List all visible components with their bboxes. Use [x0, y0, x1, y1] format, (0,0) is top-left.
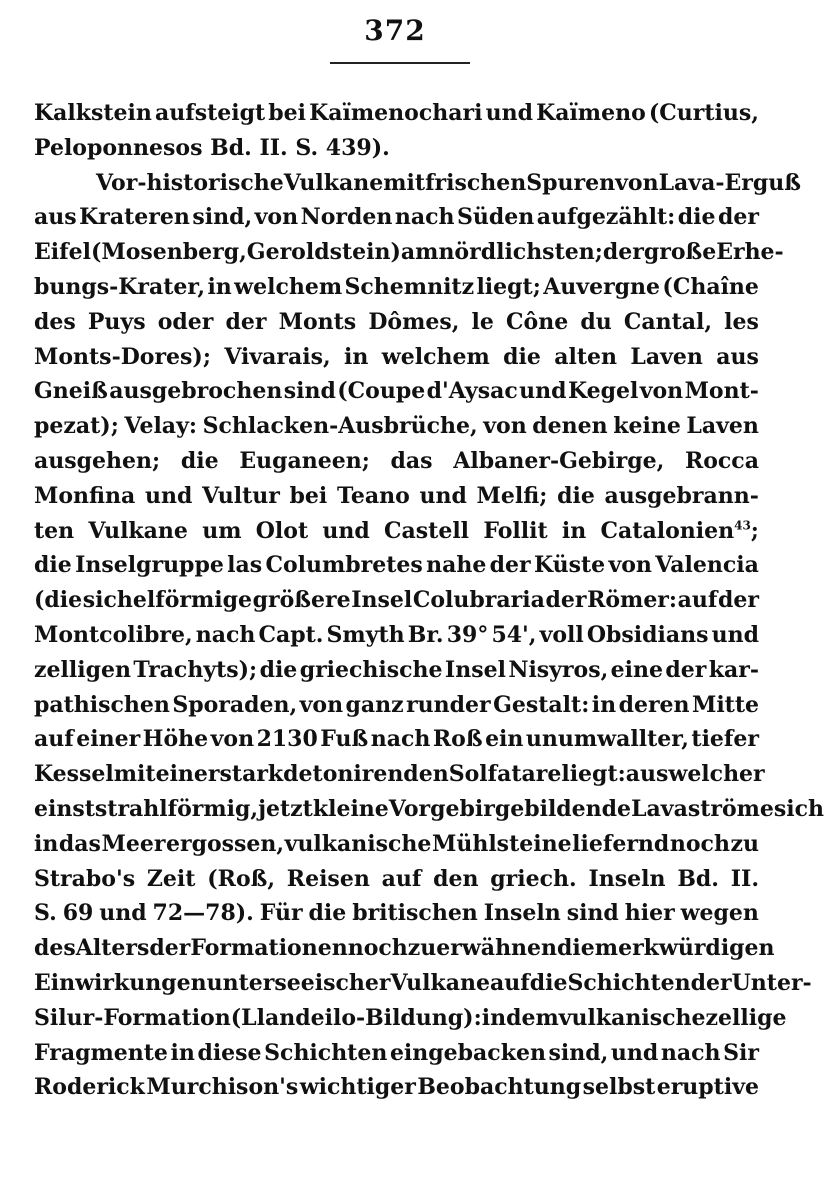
word: Columbretes — [265, 552, 423, 579]
word: Kaïmeno — [536, 100, 646, 126]
word: Inseln — [483, 900, 561, 927]
text-line — [34, 896, 759, 931]
word: Erhe- — [716, 239, 784, 266]
word: stark — [219, 761, 284, 788]
word: Bd. — [677, 865, 719, 892]
word: Schichten — [264, 1039, 388, 1066]
word: auf — [489, 969, 530, 996]
word: die — [503, 343, 541, 370]
word: Lavaströme — [631, 795, 774, 822]
word: und — [485, 100, 533, 126]
word: (Mosenberg, — [90, 239, 247, 266]
word: nach — [394, 204, 455, 231]
word: von — [639, 378, 684, 405]
word: Höhe — [142, 726, 209, 753]
word: hier — [624, 900, 675, 927]
word: Murchison's — [146, 1074, 299, 1101]
word: Kegel — [567, 378, 639, 405]
word: Olot — [255, 517, 309, 544]
word: S. — [295, 134, 326, 161]
word: merkwürdigen — [594, 935, 775, 962]
word: Gneiß — [34, 378, 108, 405]
text-line — [34, 444, 759, 479]
word: Vulkane — [88, 517, 188, 544]
word: runder — [406, 691, 491, 718]
word: der — [717, 204, 759, 231]
word: du — [580, 308, 612, 335]
word: Montcolibre, — [34, 621, 193, 648]
word: Smyth — [326, 621, 405, 648]
word: (Llandeilo-Bildung): — [230, 1004, 482, 1031]
word: detonirenden — [283, 761, 449, 788]
word: den — [433, 865, 479, 892]
word: Schlacken-Ausbrüche, — [202, 413, 478, 440]
word: und — [144, 482, 193, 509]
word: Castell — [384, 517, 470, 544]
word: bungs-Krater, — [34, 273, 206, 300]
word: nach — [370, 726, 431, 753]
word: Monts-Dores); — [34, 343, 211, 370]
word: die — [259, 656, 298, 683]
word: Vor-historische — [96, 169, 284, 196]
word: zelligen — [34, 656, 131, 683]
word: nach — [195, 621, 256, 648]
word: von — [608, 552, 652, 579]
word: Lava-Erguß — [658, 169, 801, 196]
word: von — [299, 691, 344, 718]
word: der — [489, 552, 531, 579]
word: in — [170, 1039, 195, 1066]
word: die — [308, 900, 347, 927]
word: mit — [113, 761, 156, 788]
word: der — [665, 656, 707, 683]
word: Kalkstein — [34, 100, 152, 126]
text-line — [34, 96, 759, 131]
word: pezat); — [34, 413, 119, 440]
word: Schichten — [567, 969, 691, 996]
word: Puys — [87, 308, 146, 335]
word: Vorgebirge — [388, 795, 525, 822]
word: Laven — [686, 413, 759, 440]
word: die — [529, 969, 568, 996]
word: voll — [539, 621, 584, 648]
word: der — [545, 587, 587, 614]
word: wichtiger — [299, 1074, 416, 1101]
word: 39° — [446, 621, 489, 648]
word: Inselgruppe — [75, 552, 224, 579]
word: Dômes, — [368, 308, 460, 335]
word: die — [34, 552, 72, 579]
word: liegt: — [561, 761, 626, 788]
word: Zeit — [146, 865, 196, 892]
word: S. — [34, 900, 57, 927]
word: Nisyros, — [508, 656, 609, 683]
word: Inseln — [588, 865, 666, 892]
word: ganz — [345, 691, 404, 718]
word: die — [557, 935, 595, 962]
text-line — [34, 340, 759, 375]
word: Römer: — [587, 587, 678, 614]
word: auf — [381, 865, 422, 892]
word: größere — [252, 587, 351, 614]
word: Silur-Formation — [34, 1004, 231, 1031]
word: nördlichsten; — [438, 239, 603, 266]
text-line — [34, 688, 759, 723]
word: Teano — [336, 482, 410, 509]
word: Capt. — [258, 621, 324, 648]
word: Melfi; — [476, 482, 548, 509]
text-line — [34, 757, 765, 792]
word: tiefer — [691, 726, 759, 753]
word: Fragmente — [34, 1039, 168, 1066]
word: Alters — [75, 935, 150, 962]
word: (Curtius, — [648, 100, 759, 126]
word: sind, — [192, 204, 253, 231]
word: liegt; — [476, 273, 541, 300]
word: um — [202, 517, 242, 544]
text-line — [34, 583, 759, 618]
word: in — [591, 691, 617, 718]
word: Albaner-Gebirge, — [453, 447, 665, 474]
word: und — [99, 900, 147, 927]
word: das — [390, 447, 433, 474]
word: in — [34, 830, 59, 857]
word: Meer — [101, 830, 166, 857]
word: Sir — [723, 1039, 759, 1066]
word: Gestalt: — [493, 691, 590, 718]
word: ein — [485, 726, 524, 753]
word: einer — [155, 761, 220, 788]
word: Norden — [300, 204, 393, 231]
word: griechische — [299, 656, 443, 683]
word: der — [225, 308, 267, 335]
word: (Chaîne — [662, 273, 759, 300]
text-line — [34, 653, 759, 688]
word: auf — [34, 726, 74, 753]
word: Roß — [432, 726, 483, 753]
word: Schemnitz — [344, 273, 475, 300]
word: Vulkane — [283, 169, 384, 196]
word: Kessel — [34, 761, 114, 788]
text-line — [34, 305, 759, 340]
word: der — [718, 587, 759, 614]
word: Einwirkungen — [34, 969, 207, 996]
word: die — [557, 482, 595, 509]
text-line — [34, 722, 759, 757]
word: aufgezählt: — [536, 204, 676, 231]
word: II. — [259, 134, 296, 161]
word: Auvergne — [543, 273, 661, 300]
word: Obsidians — [586, 621, 709, 648]
text-line — [34, 548, 759, 583]
text-line — [34, 862, 759, 897]
word: aufsteigt — [155, 100, 266, 126]
word: Krateren — [79, 204, 190, 231]
word: (die — [34, 587, 83, 614]
word: Insel — [351, 587, 413, 614]
word: vulkanische — [284, 830, 432, 857]
word: am — [400, 239, 439, 266]
word: Süden — [456, 204, 535, 231]
word: 54', — [491, 621, 537, 648]
page-number: 372 — [364, 14, 426, 47]
word: ergossen, — [166, 830, 285, 857]
word: Monfina — [34, 482, 136, 509]
word: bildende — [524, 795, 632, 822]
word: 2130 — [256, 726, 318, 753]
word: sind — [283, 378, 336, 405]
word: unterseeischer — [206, 969, 391, 996]
word: einst — [34, 795, 95, 822]
word: Spuren — [526, 169, 616, 196]
word: Cantal, — [623, 308, 713, 335]
word: 69 — [62, 900, 94, 927]
word: alten — [554, 343, 618, 370]
word: große — [643, 239, 717, 266]
word: Br. — [407, 621, 444, 648]
word: zellige — [705, 1004, 787, 1031]
text-line — [34, 479, 759, 514]
word: Follit — [483, 517, 548, 544]
word: ten — [34, 517, 75, 544]
word: Für — [259, 900, 303, 927]
word: Colubraria — [412, 587, 545, 614]
word: sichelförmige — [82, 587, 253, 614]
word: zu — [407, 935, 437, 962]
word: der — [690, 969, 732, 996]
word: liefernd — [572, 830, 670, 857]
header-rule — [330, 62, 470, 64]
word: Reisen — [286, 865, 370, 892]
word: (Coupe — [337, 378, 426, 405]
word: von — [210, 726, 255, 753]
word: von — [483, 413, 527, 440]
word: Monts — [278, 308, 357, 335]
word: auf — [677, 587, 718, 614]
word: Vultur — [202, 482, 280, 509]
word: ausgebrann- — [604, 482, 759, 509]
word: welchem — [381, 343, 490, 370]
word: welchem — [234, 273, 343, 300]
word: einer — [76, 726, 141, 753]
body-text — [34, 96, 824, 1105]
word: eine — [610, 656, 664, 683]
word: 439). — [325, 134, 390, 161]
word: Euganeen; — [239, 447, 370, 474]
word: selbst — [582, 1074, 656, 1101]
word: nahe — [426, 552, 487, 579]
word: aus — [34, 204, 77, 231]
word: deren — [618, 691, 690, 718]
word: Cône — [506, 308, 569, 335]
footnote-marker: 43 — [734, 518, 751, 533]
word: las — [227, 552, 263, 579]
word: oder — [157, 308, 214, 335]
word: und — [519, 378, 567, 405]
text-line — [34, 792, 824, 827]
word: eruptive — [656, 1074, 759, 1101]
word: aus — [716, 343, 759, 370]
text-line — [34, 270, 759, 305]
text-line — [34, 966, 812, 1001]
text-line — [34, 374, 759, 409]
word: griech. — [490, 865, 577, 892]
word: erwähnen — [436, 935, 558, 962]
word: Mont- — [684, 378, 759, 405]
word: (Roß, — [207, 865, 275, 892]
word: Formationen — [190, 935, 348, 962]
text-line — [34, 131, 759, 166]
word: Sporaden, — [172, 691, 298, 718]
text-line — [34, 409, 759, 444]
word: 72—78). — [152, 900, 254, 927]
word: von — [254, 204, 299, 231]
text-line — [34, 166, 801, 201]
text-line — [34, 200, 759, 235]
word: und — [419, 482, 467, 509]
word: der — [602, 239, 644, 266]
word: und — [711, 621, 759, 648]
word: pathischen — [34, 691, 170, 718]
word: ausgehen; — [34, 447, 161, 474]
word: vulkanische — [558, 1004, 706, 1031]
word: die — [677, 204, 716, 231]
word: mit — [383, 169, 426, 196]
word: und — [322, 517, 370, 544]
word: kleine — [312, 795, 389, 822]
text-line — [34, 931, 775, 966]
text-line — [34, 1070, 759, 1105]
word: das — [58, 830, 101, 857]
word: bei — [289, 482, 328, 509]
word: wegen — [680, 900, 759, 927]
word: und — [610, 1039, 659, 1066]
word: Eifel — [34, 239, 91, 266]
word: jetzt — [258, 795, 313, 822]
word: Catalonien$^{43}$; — [600, 517, 759, 544]
word: Roderick — [34, 1074, 145, 1101]
text-line — [34, 514, 759, 549]
word: von — [615, 169, 659, 196]
text-line — [34, 1001, 787, 1036]
word: in — [344, 343, 369, 370]
word: Insel — [444, 656, 506, 683]
word: Trachyts); — [133, 656, 258, 683]
word: des — [34, 308, 76, 335]
word: Küste — [533, 552, 606, 579]
word: Mühlsteine — [431, 830, 572, 857]
word: frischen — [425, 169, 527, 196]
word: der — [149, 935, 191, 962]
word: Valencia — [655, 552, 759, 579]
word: sind — [566, 900, 619, 927]
word: denen — [532, 413, 608, 440]
word: Unter- — [731, 969, 812, 996]
word: le — [471, 308, 494, 335]
word: Laven — [630, 343, 703, 370]
word: Fuß — [320, 726, 369, 753]
word: Geroldstein) — [246, 239, 401, 266]
word: eingebacken — [389, 1039, 546, 1066]
word: Strabo's — [34, 865, 136, 892]
word: kar- — [708, 656, 759, 683]
word: Kaïmenochari — [309, 100, 483, 126]
word: keine — [613, 413, 681, 440]
text-line — [34, 235, 784, 270]
text-line — [34, 618, 759, 653]
word: die — [180, 447, 219, 474]
word: indem — [481, 1004, 559, 1031]
word: nach — [660, 1039, 721, 1066]
word: Beobachtung — [417, 1074, 582, 1101]
word: Vulkane — [390, 969, 490, 996]
word: bei — [268, 100, 307, 126]
word: Mitte — [691, 691, 759, 718]
word: Rocca — [684, 447, 759, 474]
word: les — [724, 308, 759, 335]
word: strahlförmig, — [94, 795, 259, 822]
text-line — [34, 1036, 759, 1071]
word: diese — [197, 1039, 262, 1066]
word: zu — [730, 830, 759, 857]
word: unumwallter, — [525, 726, 689, 753]
word: ausgebrochen — [109, 378, 283, 405]
word: d'Aysac — [426, 378, 518, 405]
word: Vivarais, — [224, 343, 331, 370]
word: sind, — [548, 1039, 609, 1066]
word: Bd. — [210, 134, 260, 161]
text-line — [34, 827, 759, 862]
word: Solfatare — [448, 761, 562, 788]
word: II. — [730, 865, 759, 892]
word: aus — [625, 761, 669, 788]
word: noch — [669, 830, 730, 857]
word: sich — [773, 795, 824, 822]
word: Velay: — [124, 413, 197, 440]
word: des — [34, 935, 76, 962]
word: welcher — [668, 761, 765, 788]
word: Peloponnesos — [34, 134, 211, 161]
word: britischen — [352, 900, 478, 927]
word: in — [561, 517, 587, 544]
word: noch — [347, 935, 408, 962]
word: in — [207, 273, 232, 300]
